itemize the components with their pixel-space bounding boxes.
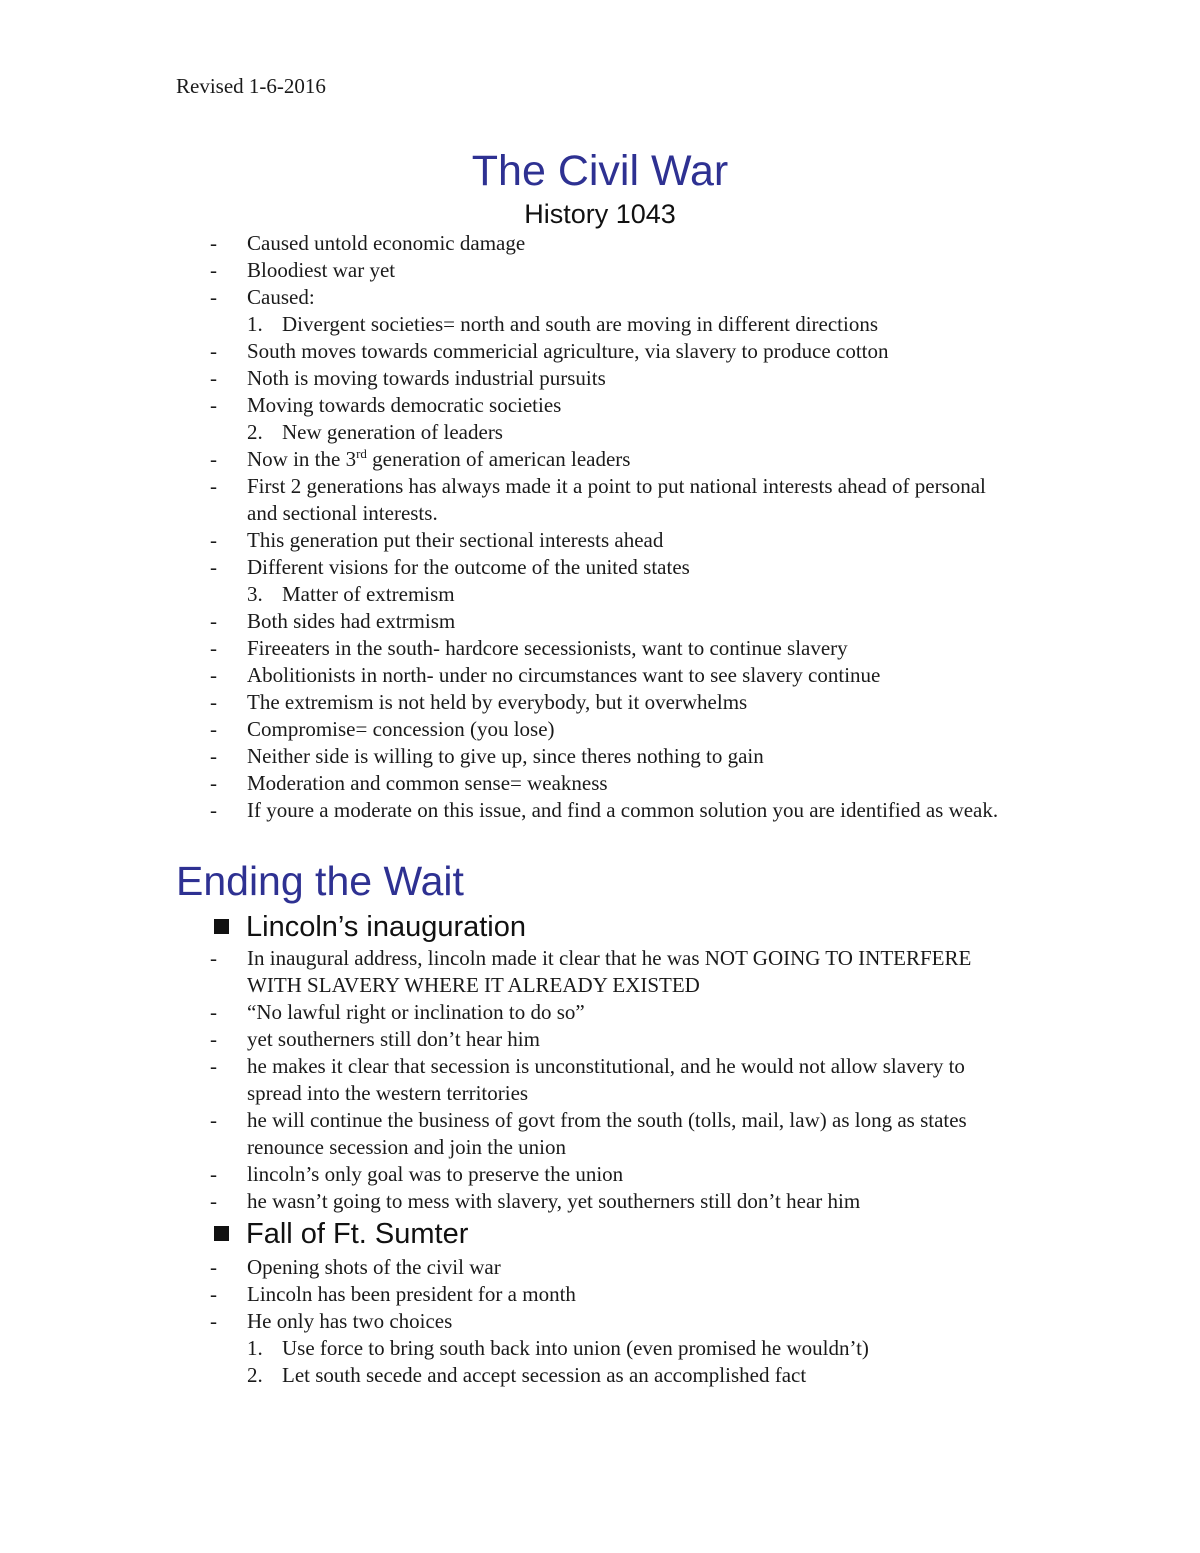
list-item: - In inaugural address, lincoln made it clear that he was NOT GOING TO INTERFERE WITH SLAVERY WHERE IT ALREADY EXISTED — [210, 946, 972, 997]
document-subtitle: History 1043 — [524, 199, 676, 229]
list-item: - The extremism is not held by everybody, but it overwhelms — [210, 690, 748, 714]
list-item: - Now in the 3rd generation of american leaders — [210, 446, 631, 471]
list-item: - Both sides had extrmism — [210, 609, 456, 633]
square-bullet-icon — [214, 919, 229, 934]
subheading-lincolns-inauguration: Lincoln’s inauguration — [214, 910, 526, 944]
list-item: - he makes it clear that secession is unconstitutional, and he would not allow slavery to spread into the western territories — [210, 1054, 965, 1105]
list-item: - he will continue the business of govt from the south (tolls, mail, law) as long as states renounce secession and join the union — [210, 1108, 967, 1159]
square-bullet-icon — [214, 1226, 229, 1241]
revised-date: Revised 1-6-2016 — [176, 74, 326, 98]
list-item: - He only has two choices — [210, 1309, 453, 1333]
list-item: - he wasn’t going to mess with slavery, yet southerners still don’t hear him — [210, 1189, 861, 1213]
section-heading-ending-the-wait: Ending the Wait — [176, 858, 464, 904]
list-item: - Different visions for the outcome of the united states — [210, 555, 690, 579]
numbered-item: 1. Use force to bring south back into union (even promised he wouldn’t) — [247, 1336, 869, 1360]
list-item: - Lincoln has been president for a month — [210, 1282, 576, 1306]
list-item: - Opening shots of the civil war — [210, 1255, 501, 1279]
list-item: - yet southerners still don’t hear him — [210, 1027, 540, 1051]
list-item: - Moderation and common sense= weakness — [210, 771, 608, 795]
list-item: - Abolitionists in north- under no circumstances want to see slavery continue — [210, 663, 881, 687]
numbered-item: 2. New generation of leaders — [247, 420, 503, 444]
list-item: - Noth is moving towards industrial pursuits — [210, 366, 606, 390]
list-item: - Moving towards democratic societies — [210, 393, 562, 417]
list-item: - “No lawful right or inclination to do so” — [210, 1000, 585, 1024]
list-item: - lincoln’s only goal was to preserve the union — [210, 1162, 624, 1186]
list-item: - Caused untold economic damage — [210, 231, 526, 255]
list-item: - Fireeaters in the south- hardcore secessionists, want to continue slavery — [210, 636, 848, 660]
document-title: The Civil War — [471, 147, 729, 195]
notes-list-part1 — [0, 230, 1200, 824]
numbered-item: 1. Divergent societies= north and south are moving in different directions — [247, 312, 879, 336]
list-item: - This generation put their sectional interests ahead — [210, 528, 664, 552]
notes-list-ft-sumter — [0, 1254, 1200, 1389]
numbered-item: 2. Let south secede and accept secession as an accomplished fact — [247, 1363, 807, 1387]
list-item: - South moves towards commericial agriculture, via slavery to produce cotton — [210, 339, 889, 363]
list-item: - If youre a moderate on this issue, and find a common solution you are identified as weak. — [210, 798, 999, 822]
list-item: - Neither side is willing to give up, since theres nothing to gain — [210, 744, 764, 768]
list-item: - Bloodiest war yet — [210, 258, 396, 282]
list-item: - Caused: — [210, 285, 315, 309]
list-item: - Compromise= concession (you lose) — [210, 717, 555, 741]
notes-list-inauguration — [0, 945, 1200, 1215]
numbered-item: 3. Matter of extremism — [247, 582, 455, 606]
subheading-fall-of-ft-sumter: Fall of Ft. Sumter — [214, 1217, 468, 1251]
list-item: - First 2 generations has always made it a point to put national interests ahead of personal and sectional interests. — [210, 474, 986, 525]
